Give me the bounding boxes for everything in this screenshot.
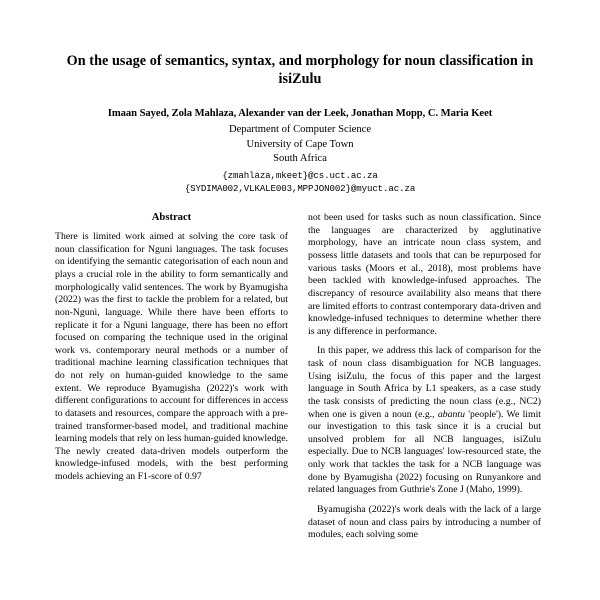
- affiliation-block: [55, 121, 545, 166]
- affiliation-department: Department of Computer Science: [228, 124, 372, 136]
- intro-paragraph-2-part1: In this paper, we address this lack of comparison for the task of noun class disambiguation for NCB languages. Using isiZulu, the focus of this paper and the largest language in South Africa by L1 speakers, as a case study the task consists of predicting the noun class (e.g., NC2) when one is given a noun (e.g.,: [308, 345, 541, 420]
- email-line-students: {SYDIMA002,VLKALE003,MPPJON002}@myuct.ac.za: [184, 182, 416, 194]
- abstract-text: There is limited work aimed at solving the core task of noun classification for Nguni languages. The task focuses on identifying the semantic categorisation of each noun and plays a crucial role in the ability to form semantically and morphologically valid sentences. The work by Byamugisha (2022) was the first to tackle the problem for a related, but non-Nguni, language. While there have been efforts to replicate it for a Nguni language, there has been no effort focused on comparing the technique used in the original work vs. contemporary neural methods or a number of traditional machine learning classification techniques that do not rely on human-guided knowledge to the same extent. We reproduce Byamugisha (2022)'s work with different configurations to account for differences in access to datasets and resources, compare the approach with a pre-trained transformer-based model, and traditional machine learning models that rely on less human-guided knowledge. The newly created data-driven models outperform the knowledge-infused models, with the best performing models achieving an F1-score of 0.97: [55, 231, 288, 483]
- intro-paragraph-3: Byamugisha (2022)'s work deals with the lack of a large dataset of noun and class pairs by introducing a number of modules, each solving some: [308, 503, 541, 541]
- intro-paragraph-1: not been used for tasks such as noun classification. Since the languages are characterized by agglutinative morphology, have an intricate noun class system, and possess little datasets and tools that can be repurposed for various tasks (Moors et al., 2018), most problems have been tackled with knowledge-infused approaches. The discrepancy of resource availability also means that there are limited efforts to contrast contemporary data-driven and knowledge-infused techniques to determine whether there is any difference in performance.: [308, 212, 541, 337]
- email-line-staff: {zmahlaza,mkeet}@cs.uct.ac.za: [222, 170, 378, 182]
- right-column: [308, 212, 541, 542]
- intro-paragraph-2: [308, 345, 541, 497]
- email-block: [55, 166, 545, 195]
- two-column-body: [55, 195, 545, 542]
- abstract-heading: Abstract: [151, 212, 192, 224]
- left-column: [55, 212, 288, 542]
- example-noun-italic: abantu: [437, 408, 465, 420]
- page-title: On the usage of semantics, syntax, and morphology for noun classification in isiZulu: [66, 53, 534, 88]
- affiliation-country: South Africa: [273, 153, 327, 165]
- author-list: Imaan Sayed, Zola Mahlaza, Alexander van der Leek, Jonathan Mopp, C. Maria Keet: [107, 107, 493, 119]
- intro-paragraph-2-part2: 'people'). We limit our investigation to this task since it is a crucial but unsolved problem for all NCB languages, isiZulu especially. Due to NCB languages' low-resourced state, the only work that tackles the task for a NCB language was done by Byamugisha (2022) focusing on Runyankore and related languages from Guthrie's Zone J (Maho, 1999).: [308, 408, 541, 496]
- affiliation-institution: University of Cape Town: [246, 138, 354, 150]
